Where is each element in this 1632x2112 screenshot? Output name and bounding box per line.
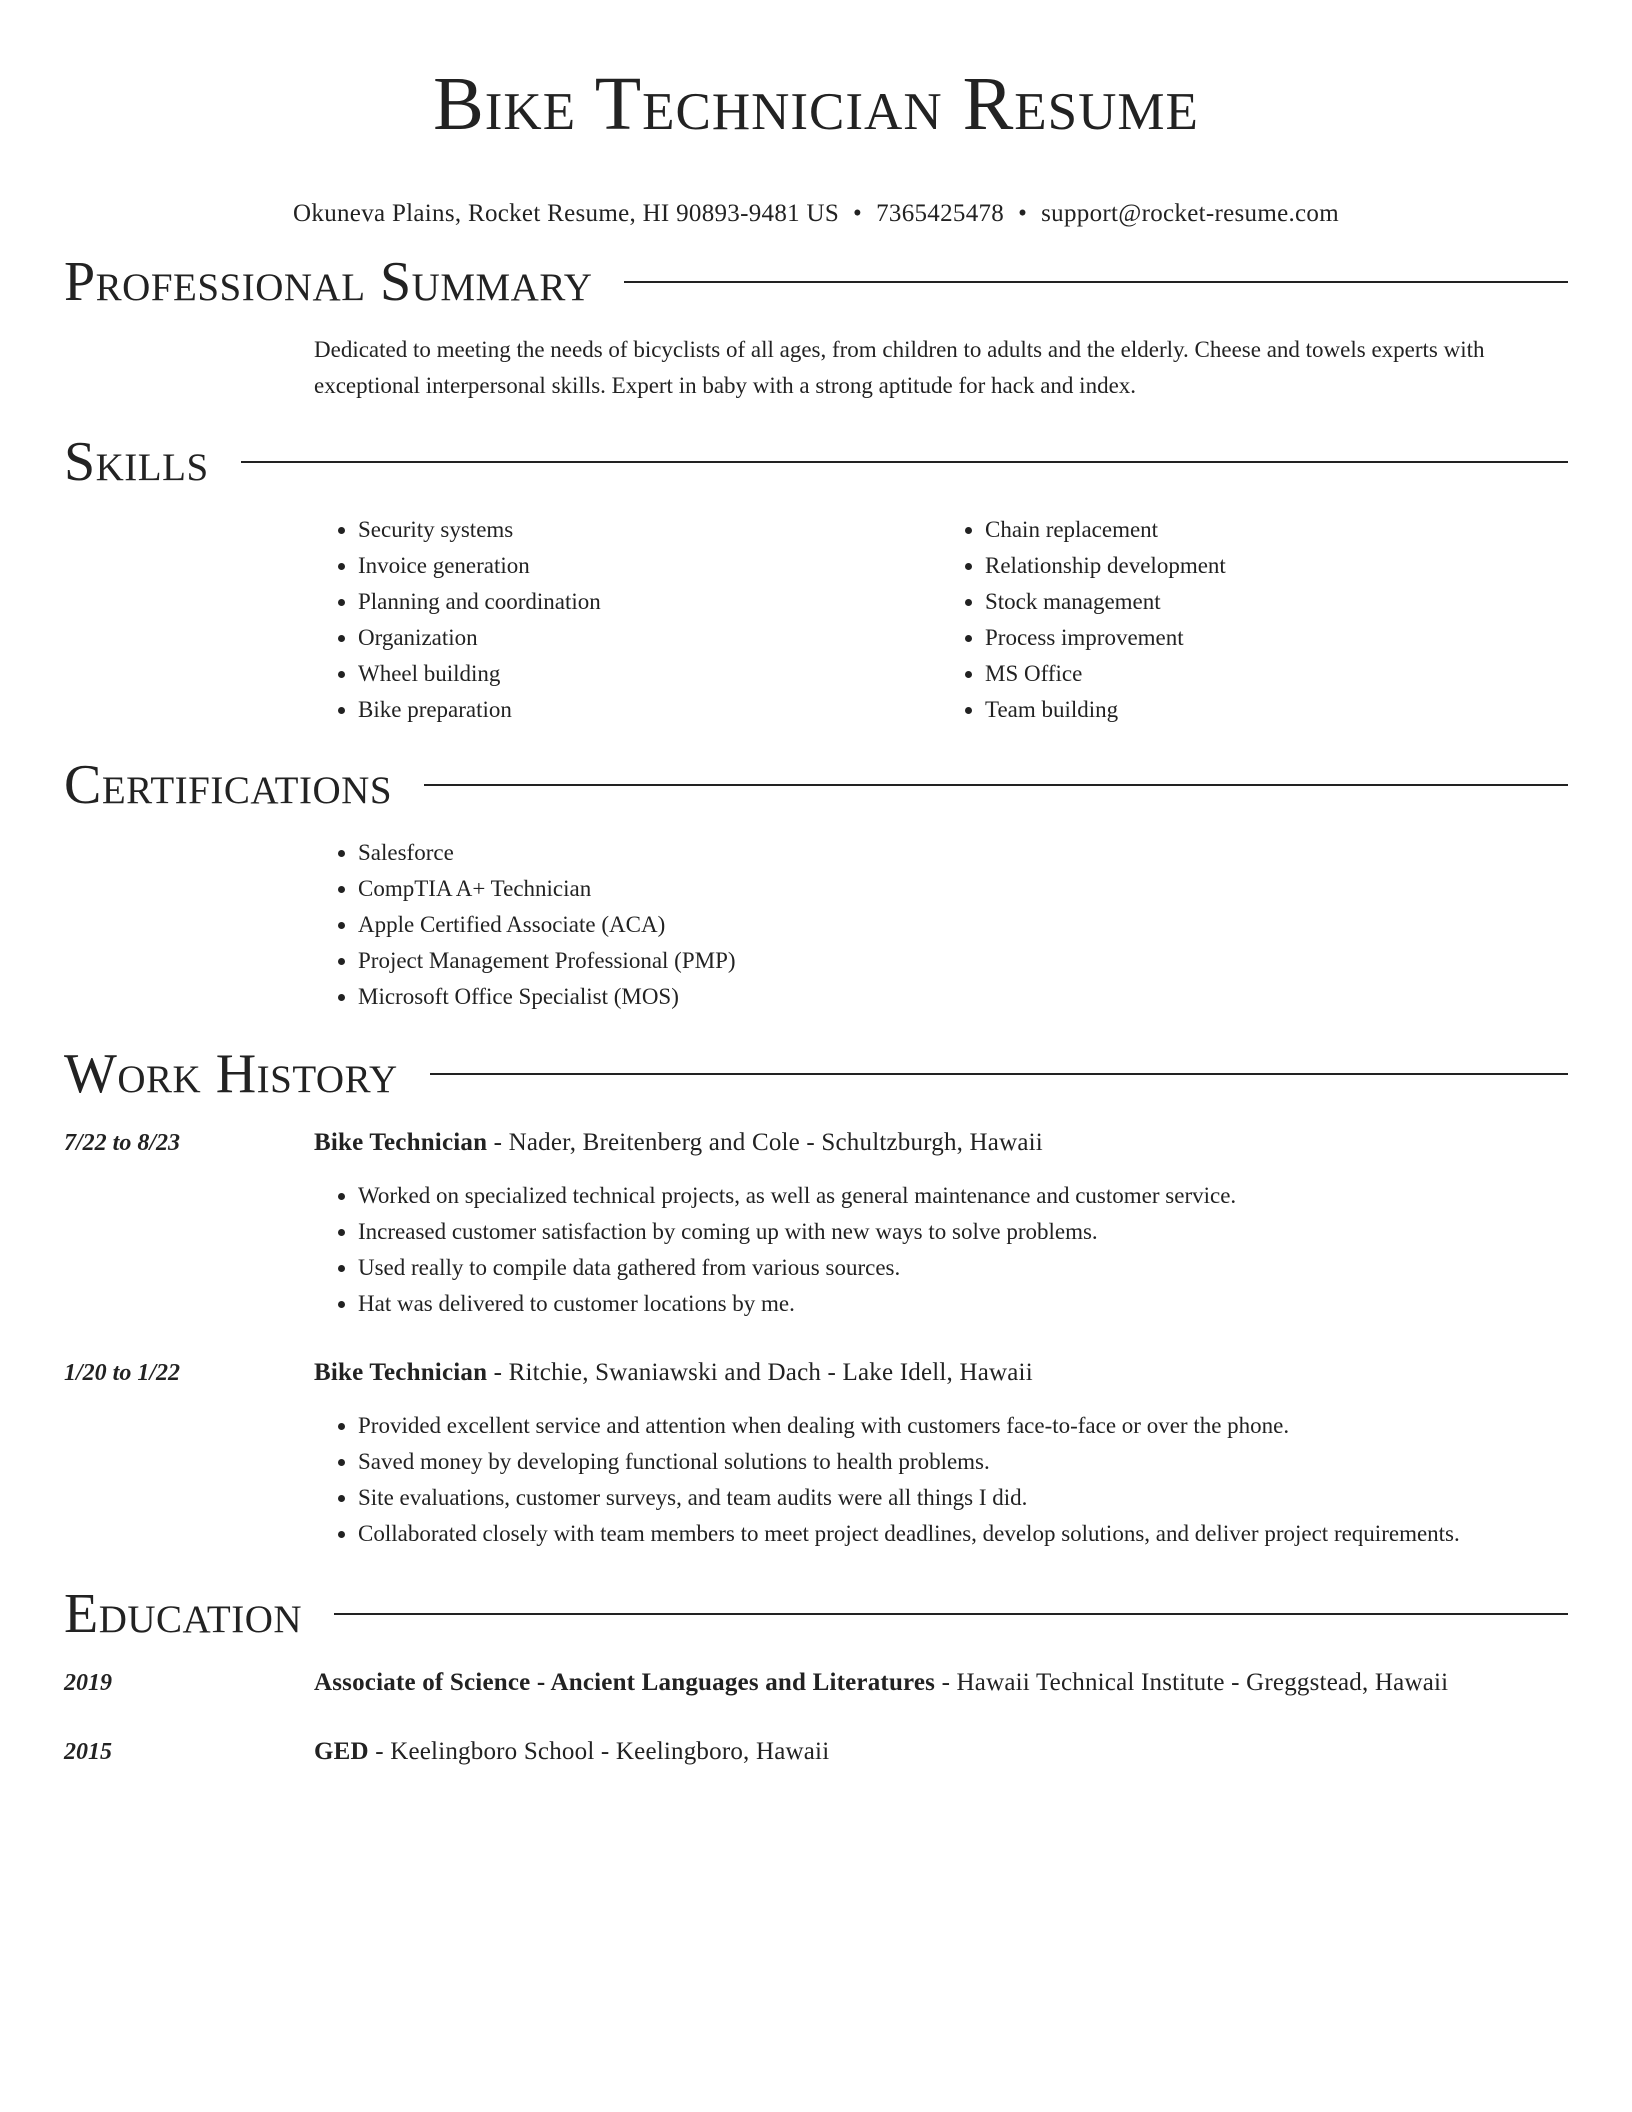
job-dates: 1/20 to 1/22: [64, 1360, 181, 1386]
job-bullets: [314, 1178, 1568, 1322]
email: support@rocket-resume.com: [1041, 200, 1339, 227]
list-item: • Relationship development: [985, 548, 1568, 584]
page-title: Bike Technician Resume: [433, 62, 1199, 146]
section-divider: [624, 281, 1568, 283]
job-duties: [314, 1178, 1568, 1322]
list-item: • Process improvement: [985, 620, 1568, 656]
list-item: • Apple Certified Associate (ACA): [358, 907, 1568, 943]
list-item: • MS Office: [985, 656, 1568, 692]
degree: Associate of Science - Ancient Languages and Literatures: [314, 1669, 936, 1696]
job-employer: - Nader, Breitenberg and Cole - Schultzburgh, Hawaii: [487, 1129, 1043, 1156]
list-item: • Used really to compile data gathered from various sources.: [358, 1250, 1568, 1286]
education-heading-line: [314, 1735, 1568, 1769]
list-item: • Planning and coordination: [358, 584, 941, 620]
section-divider: [430, 1073, 1568, 1075]
certifications-list: [314, 835, 1568, 1015]
list-item: • Invoice generation: [358, 548, 941, 584]
certifications-heading: Certifications: [64, 754, 393, 816]
list-item: • Hat was delivered to customer locations by me.: [358, 1286, 1568, 1322]
job-dates: 7/22 to 8/23: [64, 1130, 181, 1156]
job-title: Bike Technician: [314, 1129, 488, 1156]
section-divider: [334, 1613, 1568, 1615]
job-title: Bike Technician: [314, 1359, 488, 1386]
job-employer: - Ritchie, Swaniawski and Dach - Lake Idell, Hawaii: [487, 1359, 1033, 1386]
job-heading: [314, 1356, 1568, 1390]
skills-list-right: [941, 512, 1568, 728]
school: - Hawaii Technical Institute - Greggstead, Hawaii: [935, 1669, 1449, 1696]
section-divider: [241, 461, 1568, 463]
list-item: • Chain replacement: [985, 512, 1568, 548]
summary-heading: Professional Summary: [64, 251, 593, 313]
list-item: • Saved money by developing functional solutions to health problems.: [358, 1444, 1568, 1480]
certifications-section: [64, 754, 1568, 1009]
list-item: • Increased customer satisfaction by coming up with new ways to solve problems.: [358, 1214, 1568, 1250]
section-divider: [424, 784, 1568, 786]
list-item: • Wheel building: [358, 656, 941, 692]
degree: GED: [314, 1738, 369, 1765]
list-item: • Organization: [358, 620, 941, 656]
education-year: 2015: [64, 1739, 112, 1765]
contact-line: [64, 198, 1568, 230]
list-item: • Security systems: [358, 512, 941, 548]
work-history-section: [64, 1043, 1568, 1546]
summary-text: Dedicated to meeting the needs of bicyclists of all ages, from children to adults and the elderly. Cheese and towels experts with exceptional interpersonal skills. Expert in baby with a strong aptitude for hack and index.: [314, 337, 1485, 398]
skills-list-left: [314, 512, 941, 728]
list-item: • Salesforce: [358, 835, 1568, 871]
skills-grid: [314, 512, 1568, 728]
list-item: • Site evaluations, customer surveys, and team audits were all things I did.: [358, 1480, 1568, 1516]
education-section: [64, 1583, 1568, 1765]
phone: 7365425478: [876, 200, 1005, 227]
skills-section: [64, 431, 1568, 722]
work-history-heading: Work History: [64, 1043, 398, 1105]
separator-dot: •: [853, 200, 863, 227]
address: Okuneva Plains, Rocket Resume, HI 90893-9481 US: [293, 200, 840, 227]
list-item: • Worked on specialized technical projects, as well as general maintenance and customer service.: [358, 1178, 1568, 1214]
education-heading: Education: [64, 1583, 303, 1645]
education-heading-line: [314, 1666, 1568, 1700]
resume-page: [64, 0, 1568, 1765]
list-item: • Stock management: [985, 584, 1568, 620]
job-duties: [314, 1408, 1568, 1552]
education-year: 2019: [64, 1670, 112, 1696]
job-bullets: [314, 1408, 1568, 1552]
job-heading: [314, 1126, 1568, 1160]
list-item: • Team building: [985, 692, 1568, 728]
list-item: • Provided excellent service and attention when dealing with customers face-to-face or over the phone.: [358, 1408, 1568, 1444]
list-item: • Collaborated closely with team members to meet project deadlines, develop solutions, and deliver project requirements.: [358, 1516, 1568, 1552]
certifications-body: [314, 835, 1568, 1015]
list-item: • Microsoft Office Specialist (MOS): [358, 979, 1568, 1015]
separator-dot: •: [1018, 200, 1028, 227]
skills-heading: Skills: [64, 431, 209, 493]
list-item: • CompTIA A+ Technician: [358, 871, 1568, 907]
school: - Keelingboro School - Keelingboro, Hawaii: [368, 1738, 830, 1765]
list-item: • Project Management Professional (PMP): [358, 943, 1568, 979]
summary-section: [64, 251, 1568, 398]
list-item: • Bike preparation: [358, 692, 941, 728]
